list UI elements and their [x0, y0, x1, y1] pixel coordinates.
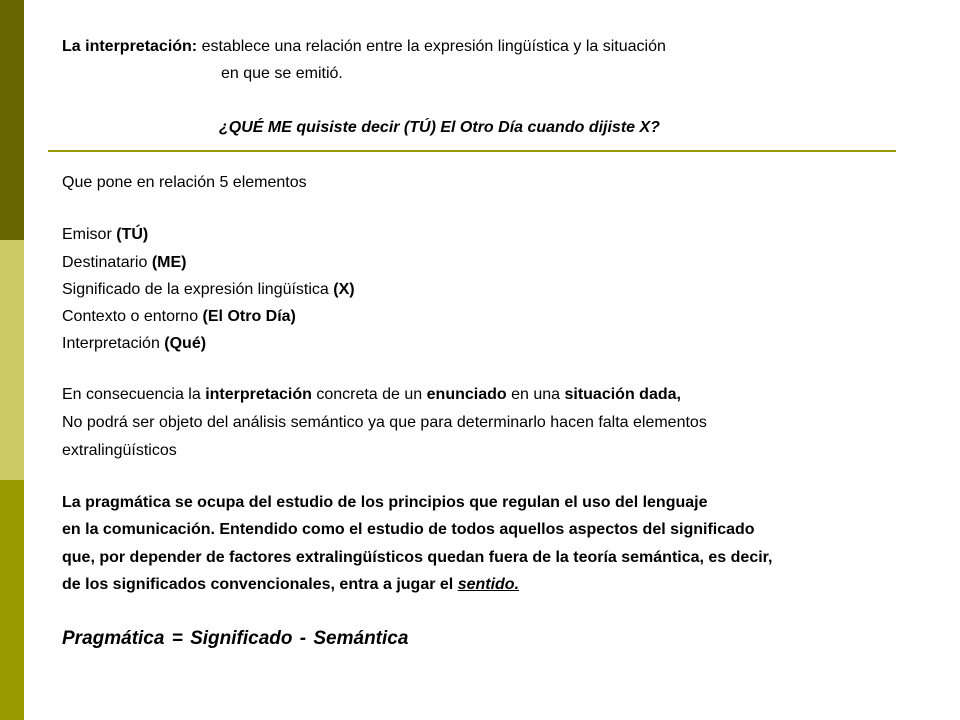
- intro-question: ¿QUÉ ME quisiste decir (TÚ) El Otro Día cuando dijiste X?: [219, 119, 660, 136]
- consequence-line2: No podrá ser objeto del análisis semántico ya que para determinarlo hacen falta elementos: [62, 414, 707, 431]
- keyword-enunciado: enunciado: [426, 386, 507, 403]
- element-label: Interpretación: [62, 335, 165, 352]
- element-item: [62, 253, 186, 273]
- consequence-text: En consecuencia la: [62, 386, 206, 403]
- pragmatics-line3: que, por depender de factores extralingüísticos quedan fuera de la teoría semántica, es decir,: [62, 549, 773, 566]
- element-value: (ME): [151, 254, 187, 271]
- consequence-text: en una: [506, 386, 565, 403]
- elements-heading: Que pone en relación 5 elementos: [62, 174, 307, 191]
- element-item: [62, 334, 206, 354]
- sidebar-stripe: [0, 0, 24, 720]
- intro-term: La interpretación:: [62, 38, 198, 55]
- element-value: (X): [333, 281, 355, 298]
- element-label: Destinatario: [62, 254, 152, 271]
- sidebar-segment-middle: [0, 240, 24, 480]
- pragmatics-line2: en la comunicación. Entendido como el estudio de todos aquellos aspectos del significado: [62, 521, 755, 538]
- sidebar-segment-bottom: [0, 480, 24, 720]
- element-item: [62, 225, 148, 245]
- pragmatics-line1: La pragmática se ocupa del estudio de los principios que regulan el uso del lenguaje: [62, 494, 708, 511]
- element-label: Emisor: [62, 226, 117, 243]
- element-item: [62, 280, 355, 300]
- consequence-line3: extralingüísticos: [62, 442, 177, 459]
- intro-definition-line2: en que se emitió.: [221, 65, 343, 82]
- intro-definition-line1: [62, 37, 666, 57]
- keyword-situacion: situación dada,: [564, 386, 681, 403]
- keyword-interpretacion: interpretación: [205, 386, 312, 403]
- element-item: [62, 307, 296, 327]
- element-label: Significado de la expresión lingüística: [62, 281, 334, 298]
- element-value: (TÚ): [116, 226, 149, 243]
- pragmatics-formula: Pragmática = Significado - Semántica: [62, 628, 409, 649]
- consequence-text: concreta de un: [311, 386, 427, 403]
- element-label: Contexto o entorno: [62, 308, 203, 325]
- consequence-line1: [62, 385, 681, 405]
- element-value: (Qué): [164, 335, 207, 352]
- pragmatics-text: de los significados convencionales, entra a jugar el: [62, 576, 458, 593]
- intro-definition: establece una relación entre la expresión lingüística y la situación: [197, 38, 666, 55]
- pragmatics-line4: [62, 575, 519, 595]
- element-value: (El Otro Día): [202, 308, 296, 325]
- sidebar-segment-top: [0, 0, 24, 240]
- divider-rule: [48, 150, 896, 152]
- keyword-sentido: sentido.: [457, 576, 520, 593]
